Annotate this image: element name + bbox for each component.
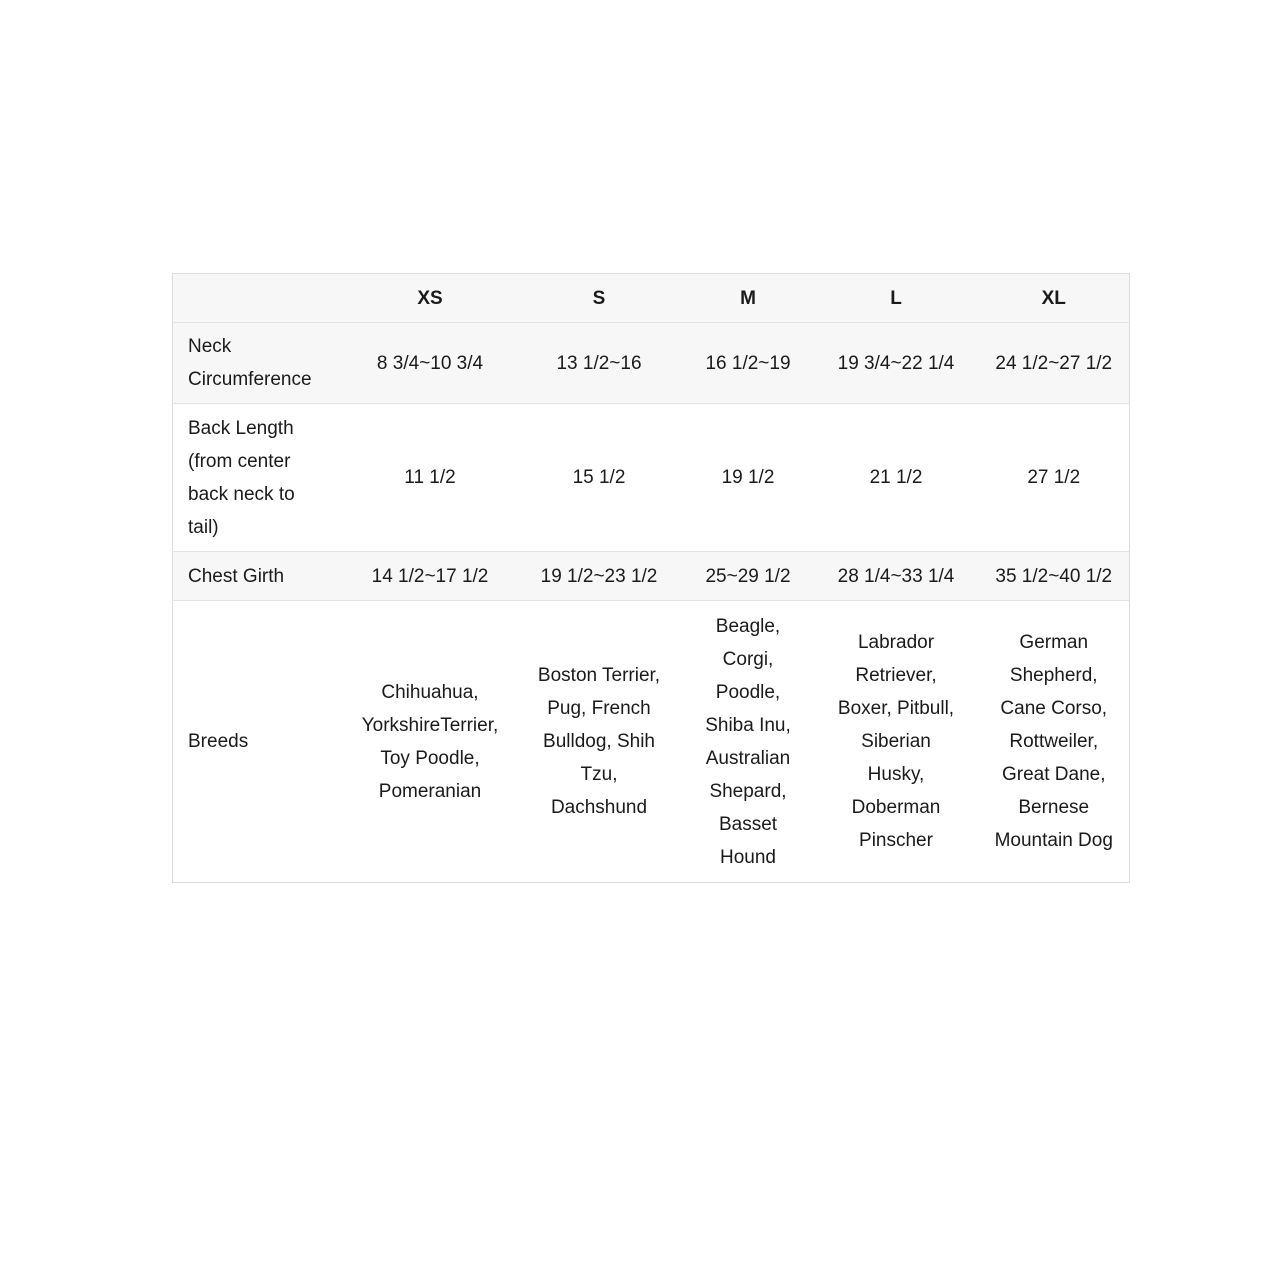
header-size-xl: XL bbox=[979, 274, 1130, 323]
table-cell: 19 1/2~23 1/2 bbox=[516, 552, 683, 601]
breeds-text: Labrador Retriever, Boxer, Pitbull, Siberian Husky, Doberman Pinscher bbox=[837, 632, 955, 851]
table-cell: 24 1/2~27 1/2 bbox=[979, 323, 1130, 404]
table-cell: 27 1/2 bbox=[979, 404, 1130, 552]
table-row-neck-circumference bbox=[173, 323, 1130, 404]
row-label bbox=[173, 404, 345, 552]
header-row bbox=[173, 274, 1130, 323]
table-cell: 8 3/4~10 3/4 bbox=[345, 323, 516, 404]
row-label-text: Breeds bbox=[188, 731, 249, 752]
table-cell: 28 1/4~33 1/4 bbox=[814, 552, 979, 601]
header-size-m: M bbox=[683, 274, 814, 323]
breeds-text: German Shepherd, Cane Corso, Rottweiler, Great Dane, Bernese Mountain Dog bbox=[994, 632, 1113, 851]
table-cell-breeds bbox=[814, 601, 979, 883]
row-label-text: Back Length (from center back neck to tail) bbox=[188, 417, 295, 538]
table-row-breeds bbox=[173, 601, 1130, 883]
table-cell: 13 1/2~16 bbox=[516, 323, 683, 404]
table-cell: 25~29 1/2 bbox=[683, 552, 814, 601]
table-cell-breeds bbox=[345, 601, 516, 883]
size-chart-table bbox=[172, 273, 1130, 883]
row-label-text: Neck Circumference bbox=[188, 336, 312, 390]
table-row-chest-girth bbox=[173, 552, 1130, 601]
table-cell: 14 1/2~17 1/2 bbox=[345, 552, 516, 601]
table-cell-breeds bbox=[516, 601, 683, 883]
header-size-l: L bbox=[814, 274, 979, 323]
header-size-s: S bbox=[516, 274, 683, 323]
row-label bbox=[173, 601, 345, 883]
table-cell: 35 1/2~40 1/2 bbox=[979, 552, 1130, 601]
header-corner bbox=[173, 274, 345, 323]
table-cell: 19 3/4~22 1/4 bbox=[814, 323, 979, 404]
row-label bbox=[173, 323, 345, 404]
header-size-xs: XS bbox=[345, 274, 516, 323]
table-cell-breeds bbox=[683, 601, 814, 883]
breeds-text: Boston Terrier, Pug, French Bulldog, Shih Tzu, Dachshund bbox=[537, 665, 661, 818]
table-cell: 21 1/2 bbox=[814, 404, 979, 552]
breeds-text: Beagle, Corgi, Poodle, Shiba Inu, Australian Shepard, Basset Hound bbox=[705, 615, 791, 868]
table-cell: 15 1/2 bbox=[516, 404, 683, 552]
table-cell-breeds bbox=[979, 601, 1130, 883]
row-label bbox=[173, 552, 345, 601]
breeds-text: Chihuahua, YorkshireTerrier, Toy Poodle, Pomeranian bbox=[361, 681, 499, 802]
table-cell: 16 1/2~19 bbox=[683, 323, 814, 404]
table-row-back-length bbox=[173, 404, 1130, 552]
table-cell: 11 1/2 bbox=[345, 404, 516, 552]
row-label-text: Chest Girth bbox=[188, 565, 285, 587]
table-cell: 19 1/2 bbox=[683, 404, 814, 552]
